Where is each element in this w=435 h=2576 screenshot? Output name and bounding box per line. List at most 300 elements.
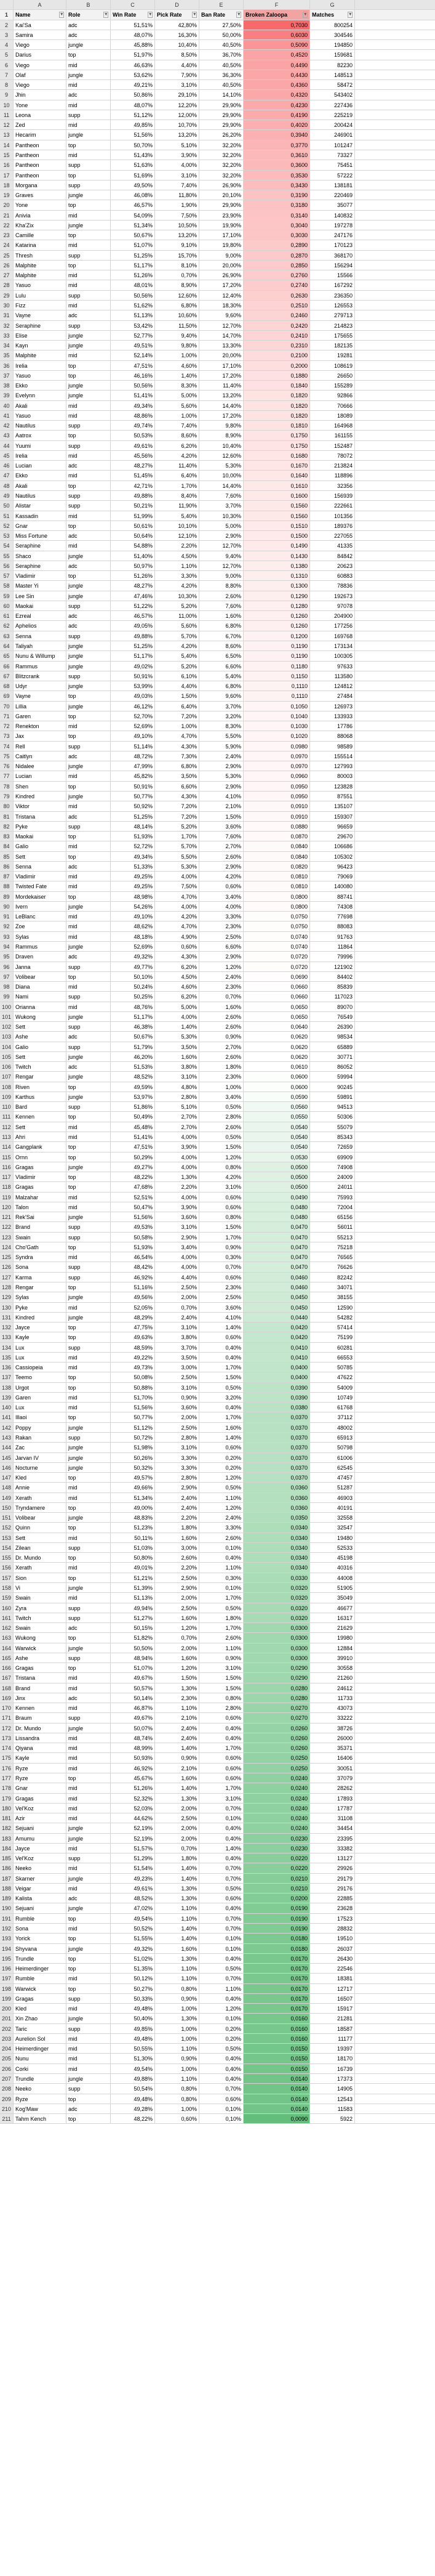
cell-broken-zaloopa[interactable]: 0,0260 <box>244 1743 310 1752</box>
row-number[interactable]: 119 <box>0 1193 14 1202</box>
cell-pick-rate[interactable]: 4,60% <box>155 982 199 991</box>
cell-name[interactable]: Sylas <box>14 932 66 941</box>
cell-matches[interactable]: 37079 <box>310 1773 355 1783</box>
cell-ban-rate[interactable]: 0,80% <box>199 1212 244 1221</box>
cell-ban-rate[interactable]: 1,60% <box>199 611 244 620</box>
cell-matches[interactable]: 155289 <box>310 381 355 390</box>
cell-role[interactable]: mid <box>66 2054 111 2063</box>
row-number[interactable]: 16 <box>0 160 14 169</box>
cell-broken-zaloopa[interactable]: 0,0340 <box>244 1533 310 1542</box>
cell-name[interactable]: Aphelios <box>14 621 66 630</box>
cell-win-rate[interactable]: 54,09% <box>111 211 155 220</box>
cell-win-rate[interactable]: 51,53% <box>111 1062 155 1071</box>
column-letter-e[interactable]: E <box>199 0 244 9</box>
cell-ban-rate[interactable]: 8,30% <box>199 721 244 731</box>
cell-name[interactable]: Xin Zhao <box>14 2014 66 2023</box>
cell-broken-zaloopa[interactable]: 0,1110 <box>244 691 310 700</box>
cell-pick-rate[interactable]: 4,90% <box>155 932 199 941</box>
cell-matches[interactable]: 105302 <box>310 852 355 861</box>
cell-name[interactable]: Samira <box>14 30 66 39</box>
cell-name[interactable]: Kindred <box>14 1313 66 1322</box>
cell-pick-rate[interactable]: 3,90% <box>155 1202 199 1212</box>
cell-pick-rate[interactable]: 0,90% <box>155 1994 199 2003</box>
cell-name[interactable]: Kindred <box>14 792 66 801</box>
cell-win-rate[interactable]: 49,10% <box>111 912 155 921</box>
cell-win-rate[interactable]: 48,07% <box>111 30 155 39</box>
cell-name[interactable]: Gragas <box>14 1663 66 1672</box>
cell-pick-rate[interactable]: 7,20% <box>155 812 199 821</box>
row-number[interactable]: 149 <box>0 1493 14 1502</box>
cell-ban-rate[interactable]: 0,10% <box>199 1944 244 1953</box>
cell-broken-zaloopa[interactable]: 0,2630 <box>244 291 310 300</box>
cell-ban-rate[interactable]: 1,50% <box>199 1222 244 1231</box>
cell-ban-rate[interactable]: 29,90% <box>199 100 244 110</box>
cell-broken-zaloopa[interactable]: 0,4020 <box>244 120 310 129</box>
cell-name[interactable]: Galio <box>14 1042 66 1051</box>
cell-win-rate[interactable]: 50,10% <box>111 972 155 981</box>
cell-role[interactable]: mid <box>66 2004 111 2013</box>
cell-ban-rate[interactable]: 29,90% <box>199 110 244 119</box>
cell-ban-rate[interactable]: 5,00% <box>199 521 244 530</box>
cell-role[interactable]: top <box>66 1934 111 1943</box>
cell-ban-rate[interactable]: 1,50% <box>199 1142 244 1151</box>
cell-name[interactable]: Heimerdinger <box>14 2044 66 2053</box>
cell-win-rate[interactable]: 50,91% <box>111 782 155 791</box>
cell-matches[interactable]: 5922 <box>310 2114 355 2123</box>
cell-win-rate[interactable]: 49,48% <box>111 2034 155 2043</box>
cell-broken-zaloopa[interactable]: 0,0230 <box>244 1834 310 1843</box>
cell-name[interactable]: Orianna <box>14 1002 66 1011</box>
cell-pick-rate[interactable]: 5,70% <box>155 841 199 851</box>
cell-win-rate[interactable]: 51,82% <box>111 1633 155 1642</box>
row-number[interactable]: 146 <box>0 1463 14 1472</box>
cell-ban-rate[interactable]: 2,30% <box>199 982 244 991</box>
cell-win-rate[interactable]: 48,74% <box>111 1733 155 1743</box>
cell-pick-rate[interactable]: 2,10% <box>155 1713 199 1722</box>
cell-broken-zaloopa[interactable]: 0,3430 <box>244 180 310 190</box>
cell-win-rate[interactable]: 49,66% <box>111 1483 155 1492</box>
row-number[interactable]: 182 <box>0 1823 14 1833</box>
cell-name[interactable]: Jhin <box>14 90 66 99</box>
cell-broken-zaloopa[interactable]: 0,1840 <box>244 381 310 390</box>
cell-matches[interactable]: 200424 <box>310 120 355 129</box>
cell-broken-zaloopa[interactable]: 0,2100 <box>244 350 310 360</box>
cell-ban-rate[interactable]: 0,40% <box>199 1553 244 1562</box>
cell-win-rate[interactable]: 51,29% <box>111 1853 155 1863</box>
cell-broken-zaloopa[interactable]: 0,2850 <box>244 261 310 270</box>
cell-ban-rate[interactable]: 0,50% <box>199 1383 244 1392</box>
cell-matches[interactable]: 27484 <box>310 691 355 700</box>
cell-role[interactable]: mid <box>66 1804 111 1813</box>
cell-role[interactable]: jungle <box>66 1513 111 1522</box>
cell-ban-rate[interactable]: 50,00% <box>199 30 244 39</box>
cell-pick-rate[interactable]: 10,70% <box>155 120 199 129</box>
row-number[interactable]: 205 <box>0 2054 14 2063</box>
cell-pick-rate[interactable]: 7,90% <box>155 70 199 79</box>
cell-role[interactable]: supp <box>66 1613 111 1622</box>
cell-win-rate[interactable]: 48,42% <box>111 1262 155 1271</box>
cell-name[interactable]: Rammus <box>14 662 66 671</box>
row-number[interactable]: 48 <box>0 481 14 490</box>
cell-win-rate[interactable]: 49,53% <box>111 1222 155 1231</box>
cell-matches[interactable]: 34071 <box>310 1282 355 1292</box>
cell-name[interactable]: Brand <box>14 1222 66 1231</box>
cell-role[interactable]: adc <box>66 90 111 99</box>
cell-name[interactable]: Heimerdinger <box>14 1964 66 1973</box>
cell-matches[interactable]: 69909 <box>310 1152 355 1162</box>
row-number[interactable]: 10 <box>0 100 14 110</box>
cell-role[interactable]: mid <box>66 120 111 129</box>
cell-broken-zaloopa[interactable]: 0,0190 <box>244 1903 310 1913</box>
cell-name[interactable]: Karthus <box>14 1092 66 1101</box>
cell-role[interactable]: top <box>66 1282 111 1292</box>
cell-role[interactable]: jungle <box>66 40 111 49</box>
cell-broken-zaloopa[interactable]: 0,1030 <box>244 721 310 731</box>
cell-broken-zaloopa[interactable]: 0,0230 <box>244 1844 310 1853</box>
row-number[interactable]: 188 <box>0 1884 14 1893</box>
row-number[interactable]: 73 <box>0 731 14 740</box>
cell-ban-rate[interactable]: 40,50% <box>199 80 244 89</box>
cell-matches[interactable]: 17786 <box>310 721 355 731</box>
row-number[interactable]: 152 <box>0 1523 14 1532</box>
cell-name[interactable]: Sejuani <box>14 1823 66 1833</box>
cell-name[interactable]: Master Yi <box>14 581 66 590</box>
cell-matches[interactable]: 117023 <box>310 992 355 1001</box>
cell-name[interactable]: Brand <box>14 1683 66 1693</box>
cell-pick-rate[interactable]: 12,20% <box>155 100 199 110</box>
cell-broken-zaloopa[interactable]: 0,0660 <box>244 992 310 1001</box>
cell-role[interactable]: jungle <box>66 1834 111 1843</box>
cell-matches[interactable]: 44008 <box>310 1573 355 1582</box>
cell-broken-zaloopa[interactable]: 0,1600 <box>244 491 310 500</box>
cell-pick-rate[interactable]: 2,40% <box>155 1503 199 1512</box>
cell-win-rate[interactable]: 50,24% <box>111 982 155 991</box>
cell-ban-rate[interactable]: 3,20% <box>199 711 244 721</box>
cell-role[interactable]: jungle <box>66 2074 111 2083</box>
cell-broken-zaloopa[interactable]: 0,0600 <box>244 1082 310 1092</box>
cell-broken-zaloopa[interactable]: 0,1200 <box>244 631 310 641</box>
row-number[interactable]: 185 <box>0 1853 14 1863</box>
cell-win-rate[interactable]: 50,15% <box>111 1623 155 1632</box>
cell-matches[interactable]: 92866 <box>310 391 355 400</box>
cell-matches[interactable]: 236350 <box>310 291 355 300</box>
cell-pick-rate[interactable]: 2,00% <box>155 1292 199 1302</box>
cell-broken-zaloopa[interactable]: 0,0270 <box>244 1713 310 1722</box>
cell-ban-rate[interactable]: 1,20% <box>199 1473 244 1482</box>
cell-win-rate[interactable]: 53,97% <box>111 1092 155 1101</box>
cell-role[interactable]: mid <box>66 1193 111 1202</box>
cell-matches[interactable]: 96659 <box>310 822 355 831</box>
cell-name[interactable]: Graves <box>14 190 66 200</box>
cell-pick-rate[interactable]: 4,00% <box>155 1262 199 1271</box>
cell-ban-rate[interactable]: 2,60% <box>199 1052 244 1061</box>
cell-broken-zaloopa[interactable]: 0,0910 <box>244 801 310 811</box>
cell-pick-rate[interactable]: 1,10% <box>155 1903 199 1913</box>
cell-role[interactable]: adc <box>66 461 111 470</box>
cell-ban-rate[interactable]: 0,60% <box>199 1273 244 1282</box>
cell-ban-rate[interactable]: 0,80% <box>199 1162 244 1172</box>
cell-pick-rate[interactable]: 1,30% <box>155 1172 199 1181</box>
cell-name[interactable]: Sona <box>14 1924 66 1933</box>
row-number[interactable]: 208 <box>0 2084 14 2093</box>
cell-win-rate[interactable]: 46,57% <box>111 611 155 620</box>
cell-broken-zaloopa[interactable]: 0,0970 <box>244 751 310 761</box>
cell-matches[interactable]: 19281 <box>310 350 355 360</box>
cell-name[interactable]: Vi <box>14 1583 66 1592</box>
cell-broken-zaloopa[interactable]: 0,0490 <box>244 1193 310 1202</box>
cell-win-rate[interactable]: 46,54% <box>111 1252 155 1262</box>
cell-ban-rate[interactable]: 6,50% <box>199 651 244 660</box>
cell-role[interactable]: top <box>66 2094 111 2104</box>
cell-role[interactable]: mid <box>66 932 111 941</box>
row-number[interactable]: 187 <box>0 1874 14 1883</box>
row-number[interactable]: 89 <box>0 892 14 901</box>
cell-broken-zaloopa[interactable]: 0,4320 <box>244 90 310 99</box>
cell-ban-rate[interactable]: 0,60% <box>199 1202 244 1212</box>
row-number[interactable]: 155 <box>0 1553 14 1562</box>
cell-win-rate[interactable]: 50,26% <box>111 1453 155 1462</box>
cell-ban-rate[interactable]: 2,60% <box>199 852 244 861</box>
cell-win-rate[interactable]: 51,17% <box>111 651 155 660</box>
cell-pick-rate[interactable]: 1,60% <box>155 1653 199 1663</box>
cell-name[interactable]: Malphite <box>14 350 66 360</box>
cell-matches[interactable]: 124812 <box>310 681 355 691</box>
cell-matches[interactable]: 74308 <box>310 902 355 911</box>
cell-matches[interactable]: 29670 <box>310 832 355 841</box>
cell-name[interactable]: Zilean <box>14 1543 66 1552</box>
cell-matches[interactable]: 55213 <box>310 1233 355 1242</box>
cell-name[interactable]: Vladimir <box>14 571 66 580</box>
cell-role[interactable]: top <box>66 1152 111 1162</box>
cell-role[interactable]: mid <box>66 1703 111 1712</box>
cell-pick-rate[interactable]: 3,30% <box>155 1453 199 1462</box>
cell-matches[interactable]: 40191 <box>310 1503 355 1512</box>
row-number[interactable]: 129 <box>0 1292 14 1302</box>
cell-pick-rate[interactable]: 3,50% <box>155 1353 199 1362</box>
cell-broken-zaloopa[interactable]: 0,0660 <box>244 982 310 991</box>
cell-pick-rate[interactable]: 2,70% <box>155 1122 199 1132</box>
cell-name[interactable]: Sejuani <box>14 1903 66 1913</box>
cell-matches[interactable]: 76565 <box>310 1252 355 1262</box>
cell-pick-rate[interactable]: 1,00% <box>155 411 199 420</box>
cell-pick-rate[interactable]: 1,10% <box>155 2074 199 2083</box>
row-number[interactable]: 158 <box>0 1583 14 1592</box>
cell-name[interactable]: Yorick <box>14 1934 66 1943</box>
cell-pick-rate[interactable]: 2,40% <box>155 1733 199 1743</box>
cell-name[interactable]: Kled <box>14 2004 66 2013</box>
cell-role[interactable]: top <box>66 571 111 580</box>
cell-role[interactable]: adc <box>66 862 111 871</box>
cell-win-rate[interactable]: 50,21% <box>111 501 155 510</box>
cell-name[interactable]: Poppy <box>14 1423 66 1432</box>
cell-ban-rate[interactable]: 0,60% <box>199 1894 244 1903</box>
cell-broken-zaloopa[interactable]: 0,0170 <box>244 1984 310 1993</box>
cell-role[interactable]: jungle <box>66 1723 111 1733</box>
cell-ban-rate[interactable]: 2,50% <box>199 1292 244 1302</box>
cell-name[interactable]: Teemo <box>14 1372 66 1382</box>
cell-role[interactable]: top <box>66 1332 111 1342</box>
row-number[interactable]: 72 <box>0 721 14 731</box>
cell-ban-rate[interactable]: 17,20% <box>199 280 244 290</box>
cell-win-rate[interactable]: 50,97% <box>111 561 155 570</box>
cell-ban-rate[interactable]: 0,40% <box>199 1353 244 1362</box>
cell-name[interactable]: Veigar <box>14 1884 66 1893</box>
cell-ban-rate[interactable]: 0,40% <box>199 1834 244 1843</box>
cell-matches[interactable]: 59994 <box>310 1072 355 1081</box>
cell-broken-zaloopa[interactable]: 0,0370 <box>244 1423 310 1432</box>
cell-broken-zaloopa[interactable]: 0,0280 <box>244 1693 310 1703</box>
cell-pick-rate[interactable]: 8,90% <box>155 280 199 290</box>
cell-broken-zaloopa[interactable]: 0,0140 <box>244 2104 310 2113</box>
row-number[interactable]: 122 <box>0 1222 14 1231</box>
cell-pick-rate[interactable]: 1,50% <box>155 691 199 700</box>
cell-ban-rate[interactable]: 0,10% <box>199 1813 244 1823</box>
row-number[interactable]: 183 <box>0 1834 14 1843</box>
cell-broken-zaloopa[interactable]: 0,0750 <box>244 912 310 921</box>
row-number[interactable]: 203 <box>0 2034 14 2043</box>
cell-broken-zaloopa[interactable]: 0,1190 <box>244 641 310 650</box>
cell-role[interactable]: mid <box>66 841 111 851</box>
cell-win-rate[interactable]: 51,99% <box>111 511 155 520</box>
cell-matches[interactable]: 88741 <box>310 892 355 901</box>
cell-ban-rate[interactable]: 1,10% <box>199 1984 244 1993</box>
cell-win-rate[interactable]: 50,56% <box>111 381 155 390</box>
cell-matches[interactable]: 29179 <box>310 1874 355 1883</box>
cell-win-rate[interactable]: 51,62% <box>111 301 155 310</box>
cell-win-rate[interactable]: 48,86% <box>111 411 155 420</box>
cell-role[interactable]: supp <box>66 110 111 119</box>
cell-matches[interactable]: 126973 <box>310 702 355 711</box>
cell-name[interactable]: Shen <box>14 782 66 791</box>
cell-win-rate[interactable]: 51,39% <box>111 1583 155 1592</box>
cell-role[interactable]: mid <box>66 1002 111 1011</box>
cell-win-rate[interactable]: 47,02% <box>111 1903 155 1913</box>
cell-broken-zaloopa[interactable]: 0,0620 <box>244 1052 310 1061</box>
cell-broken-zaloopa[interactable]: 0,1380 <box>244 561 310 570</box>
cell-win-rate[interactable]: 50,72% <box>111 1433 155 1442</box>
cell-matches[interactable]: 100305 <box>310 651 355 660</box>
cell-role[interactable]: jungle <box>66 662 111 671</box>
cell-pick-rate[interactable]: 1,30% <box>155 1894 199 1903</box>
cell-pick-rate[interactable]: 5,50% <box>155 852 199 861</box>
cell-win-rate[interactable]: 50,25% <box>111 992 155 1001</box>
cell-pick-rate[interactable]: 1,60% <box>155 1613 199 1622</box>
cell-ban-rate[interactable]: 0,50% <box>199 1884 244 1893</box>
cell-ban-rate[interactable]: 14,10% <box>199 90 244 99</box>
cell-broken-zaloopa[interactable]: 0,1280 <box>244 601 310 610</box>
cell-matches[interactable]: 57222 <box>310 171 355 180</box>
cell-pick-rate[interactable]: 1,40% <box>155 1022 199 1031</box>
row-number[interactable]: 11 <box>0 110 14 119</box>
cell-pick-rate[interactable]: 3,90% <box>155 150 199 160</box>
cell-broken-zaloopa[interactable]: 0,0620 <box>244 1042 310 1051</box>
cell-broken-zaloopa[interactable]: 0,0170 <box>244 1964 310 1973</box>
cell-broken-zaloopa[interactable]: 0,0210 <box>244 1874 310 1883</box>
cell-pick-rate[interactable]: 0,80% <box>155 2084 199 2093</box>
cell-name[interactable]: Nami <box>14 992 66 1001</box>
row-number[interactable]: 56 <box>0 561 14 570</box>
cell-ban-rate[interactable]: 0,10% <box>199 2114 244 2123</box>
cell-win-rate[interactable]: 51,17% <box>111 1012 155 1021</box>
cell-role[interactable]: supp <box>66 1653 111 1663</box>
cell-broken-zaloopa[interactable]: 0,0320 <box>244 1603 310 1613</box>
cell-role[interactable]: mid <box>66 1202 111 1212</box>
cell-broken-zaloopa[interactable]: 0,0650 <box>244 1012 310 1021</box>
cell-pick-rate[interactable]: 4,20% <box>155 912 199 921</box>
cell-name[interactable]: Bard <box>14 1102 66 1111</box>
cell-ban-rate[interactable]: 1,20% <box>199 1152 244 1162</box>
cell-ban-rate[interactable]: 17,10% <box>199 361 244 370</box>
row-number[interactable]: 111 <box>0 1112 14 1121</box>
cell-win-rate[interactable]: 49,02% <box>111 662 155 671</box>
cell-ban-rate[interactable]: 20,00% <box>199 350 244 360</box>
cell-role[interactable]: mid <box>66 511 111 520</box>
cell-pick-rate[interactable]: 12,00% <box>155 110 199 119</box>
cell-broken-zaloopa[interactable]: 0,0280 <box>244 1683 310 1693</box>
cell-name[interactable]: Nautilus <box>14 421 66 430</box>
cell-ban-rate[interactable]: 0,30% <box>199 1573 244 1582</box>
cell-broken-zaloopa[interactable]: 0,4430 <box>244 70 310 79</box>
cell-broken-zaloopa[interactable]: 0,0590 <box>244 1092 310 1101</box>
cell-win-rate[interactable]: 50,92% <box>111 801 155 811</box>
cell-broken-zaloopa[interactable]: 0,0260 <box>244 1733 310 1743</box>
row-number[interactable]: 109 <box>0 1092 14 1101</box>
cell-ban-rate[interactable]: 2,90% <box>199 952 244 961</box>
cell-role[interactable]: supp <box>66 1543 111 1552</box>
cell-ban-rate[interactable]: 2,80% <box>199 1703 244 1712</box>
row-number[interactable]: 171 <box>0 1713 14 1722</box>
cell-broken-zaloopa[interactable]: 0,0620 <box>244 1032 310 1041</box>
cell-ban-rate[interactable]: 32,20% <box>199 171 244 180</box>
cell-name[interactable]: Jayce <box>14 1844 66 1853</box>
cell-matches[interactable]: 35371 <box>310 1743 355 1752</box>
cell-name[interactable]: Jarvan IV <box>14 1453 66 1462</box>
cell-win-rate[interactable]: 50,67% <box>111 230 155 240</box>
cell-broken-zaloopa[interactable]: 0,0540 <box>244 1142 310 1151</box>
cell-role[interactable]: jungle <box>66 1313 111 1322</box>
row-number[interactable]: 92 <box>0 921 14 931</box>
cell-ban-rate[interactable]: 1,10% <box>199 1493 244 1502</box>
cell-pick-rate[interactable]: 13,20% <box>155 130 199 139</box>
row-number[interactable]: 79 <box>0 792 14 801</box>
filter-dropdown-icon[interactable]: ▾ <box>349 12 351 17</box>
cell-role[interactable]: jungle <box>66 1903 111 1913</box>
cell-win-rate[interactable]: 50,58% <box>111 1233 155 1242</box>
row-number[interactable]: 44 <box>0 441 14 450</box>
cell-matches[interactable]: 84402 <box>310 972 355 981</box>
cell-role[interactable]: top <box>66 1182 111 1191</box>
cell-win-rate[interactable]: 50,14% <box>111 1693 155 1703</box>
cell-name[interactable]: Viego <box>14 40 66 49</box>
cell-role[interactable]: supp <box>66 631 111 641</box>
row-number[interactable]: 196 <box>0 1964 14 1973</box>
cell-win-rate[interactable]: 49,32% <box>111 1944 155 1953</box>
cell-matches[interactable]: 24011 <box>310 1182 355 1191</box>
cell-broken-zaloopa[interactable]: 0,0720 <box>244 962 310 971</box>
cell-role[interactable]: mid <box>66 2064 111 2073</box>
row-number[interactable]: 24 <box>0 240 14 249</box>
cell-win-rate[interactable]: 51,41% <box>111 391 155 400</box>
row-number[interactable]: 124 <box>0 1242 14 1252</box>
cell-win-rate[interactable]: 50,29% <box>111 1152 155 1162</box>
cell-win-rate[interactable]: 49,01% <box>111 1563 155 1572</box>
cell-pick-rate[interactable]: 1,10% <box>155 1974 199 1983</box>
cell-matches[interactable]: 189376 <box>310 521 355 530</box>
cell-ban-rate[interactable]: 7,60% <box>199 832 244 841</box>
cell-role[interactable]: mid <box>66 1303 111 1312</box>
cell-matches[interactable]: 90245 <box>310 1082 355 1092</box>
cell-matches[interactable]: 82230 <box>310 60 355 70</box>
